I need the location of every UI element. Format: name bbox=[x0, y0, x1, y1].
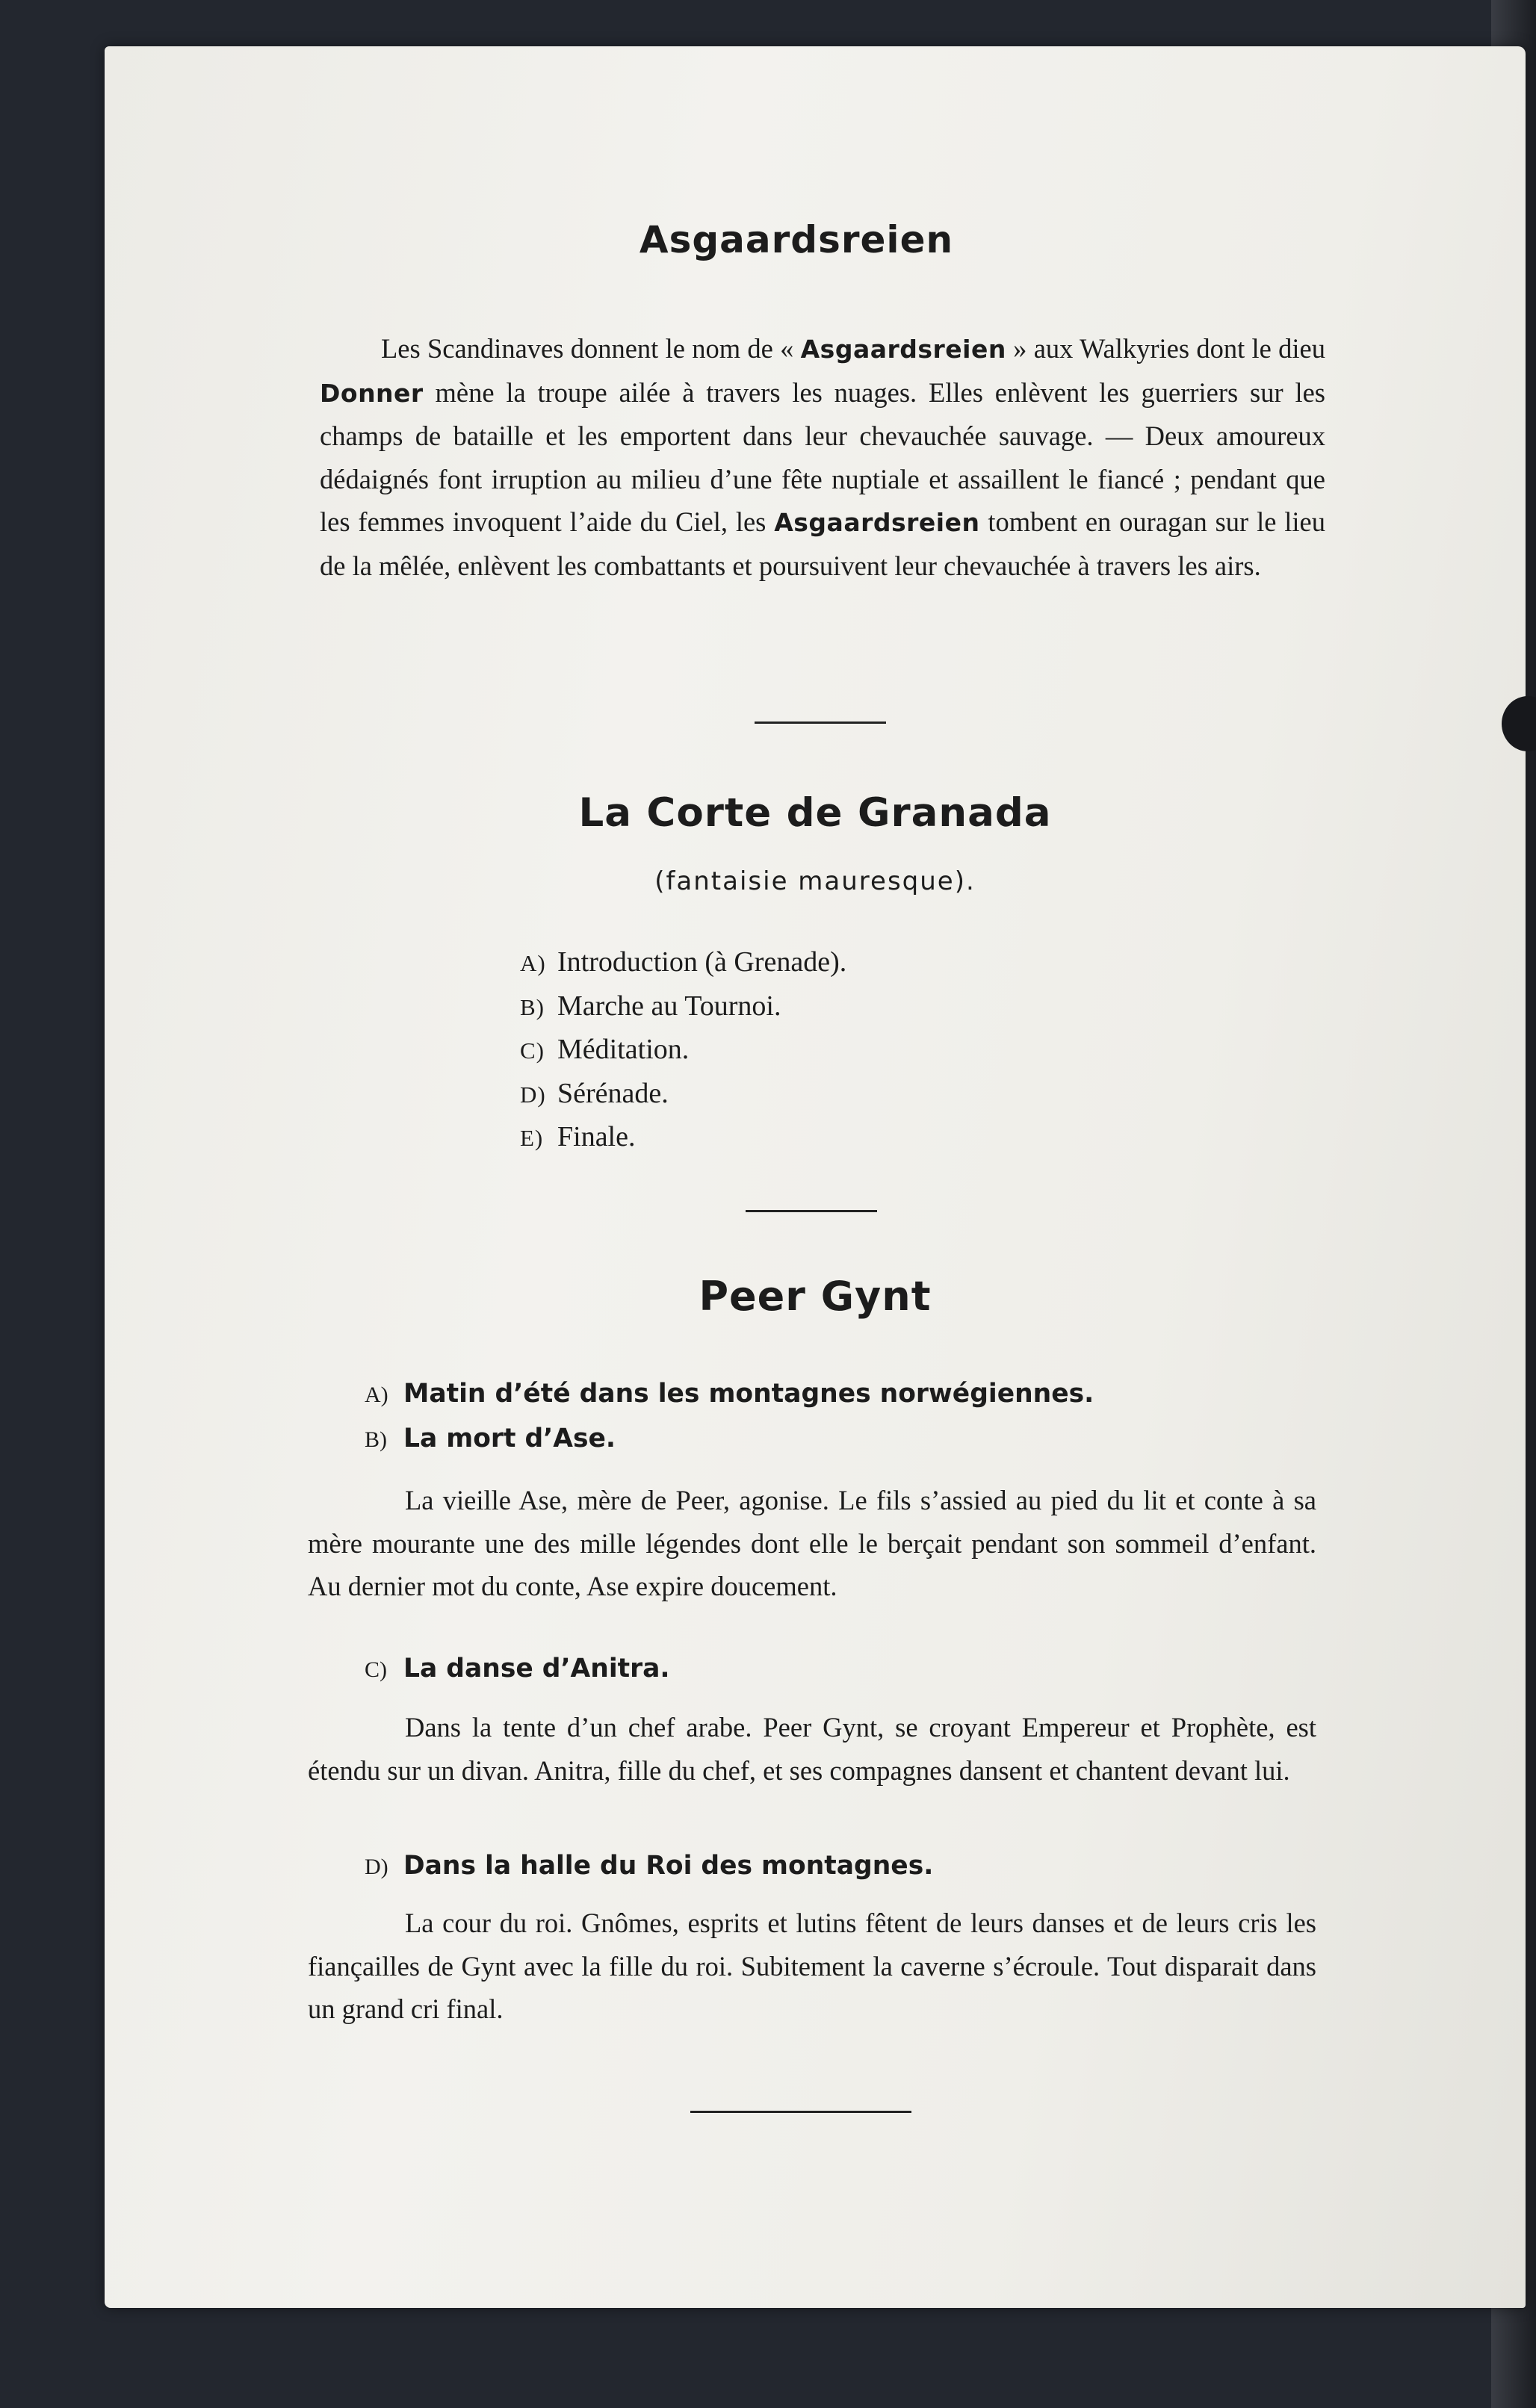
item-text: Sérénade. bbox=[557, 1077, 669, 1109]
bold-term: Asgaardsreien bbox=[800, 335, 1006, 364]
item-label: E) bbox=[520, 1125, 544, 1151]
item-label: D) bbox=[520, 1081, 546, 1108]
punch-hole bbox=[1502, 696, 1536, 751]
peer-gynt-part-d-heading bbox=[365, 1851, 933, 1881]
peer-gynt-part-b-text: La vieille Ase, mère de Peer, agonise. Le fils s’assied au pied du lit et conte à sa mère mourante une des mille légendes dont elle le berçait pendant son sommeil d’enfant. Au dernier mot du conte, Ase expire doucement. bbox=[308, 1485, 1316, 1601]
list-item bbox=[520, 1116, 846, 1160]
bold-term: Asgaardsreien bbox=[774, 508, 980, 537]
list-item bbox=[520, 941, 846, 985]
section-title-peer-gynt: Peer Gynt bbox=[699, 1273, 932, 1320]
section-title-granada: La Corte de Granada bbox=[578, 790, 1052, 836]
part-heading: La danse d’Anitra. bbox=[403, 1654, 670, 1684]
section-title-asgaardsreien: Asgaardsreien bbox=[639, 218, 954, 261]
part-label: A) bbox=[365, 1383, 388, 1407]
divider bbox=[746, 1210, 877, 1212]
text-run: Les Scandinaves donnent le nom de « bbox=[381, 333, 801, 364]
item-label: A) bbox=[520, 950, 546, 976]
text-run: tombent en ouragan sur le lieu de la mêlée, enlèvent les combattants et poursuivent leur chevauchée à travers les airs. bbox=[320, 506, 1326, 581]
part-heading: Dans la halle du Roi des montagnes. bbox=[403, 1851, 934, 1881]
item-text: Finale. bbox=[557, 1121, 636, 1152]
item-text: Introduction (à Grenade). bbox=[557, 946, 847, 978]
peer-gynt-part-a-heading bbox=[365, 1379, 1094, 1409]
item-label: C) bbox=[520, 1037, 545, 1064]
part-label: D) bbox=[365, 1855, 388, 1879]
divider bbox=[690, 2111, 911, 2113]
item-text: Méditation. bbox=[557, 1034, 690, 1065]
list-item bbox=[520, 985, 846, 1029]
part-heading: Matin d’été dans les montagnes norwégiennes. bbox=[403, 1379, 1094, 1409]
peer-gynt-part-c-text: Dans la tente d’un chef arabe. Peer Gynt, se croyant Empereur et Prophète, est étendu sur un divan. Anitra, fille du chef, et ses compagnes dansent et chantent devant lui. bbox=[308, 1712, 1316, 1786]
peer-gynt-part-c-heading bbox=[365, 1654, 670, 1684]
list-item bbox=[520, 1073, 846, 1117]
divider bbox=[755, 722, 886, 724]
text-run: mène la troupe ailée à travers les nuages. Elles enlèvent les guerriers sur les champs de bataille et les emportent dans leur chevauchée sauvage. — Deux amoureux dédaignés font irruption au milieu d’une fête nuptiale et assaillent le fiancé ; pendant que les femmes invoquent l’aide du Ciel, les bbox=[320, 376, 1325, 537]
text-run: » aux Walkyries dont le dieu bbox=[1006, 333, 1325, 364]
part-label: B) bbox=[365, 1427, 387, 1452]
item-text: Marche au Tournoi. bbox=[557, 990, 781, 1022]
asgaardsreien-paragraph bbox=[320, 327, 1325, 587]
granada-movement-list bbox=[520, 941, 846, 1160]
peer-gynt-part-d-text: La cour du roi. Gnômes, esprits et lutins fêtent de leurs danses et de leurs cris les fiançailles de Gynt avec la fille du roi. Subitement la caverne s’écroule. Tout disparait dans un grand cri final. bbox=[308, 1908, 1316, 2024]
section-subtitle-granada: (fantaisie mauresque). bbox=[654, 866, 976, 896]
list-item bbox=[520, 1028, 846, 1073]
part-label: C) bbox=[365, 1657, 387, 1682]
peer-gynt-part-b-heading bbox=[365, 1424, 616, 1453]
bold-term: Donner bbox=[320, 378, 424, 408]
part-heading: La mort d’Ase. bbox=[403, 1424, 616, 1453]
item-label: B) bbox=[520, 993, 545, 1020]
